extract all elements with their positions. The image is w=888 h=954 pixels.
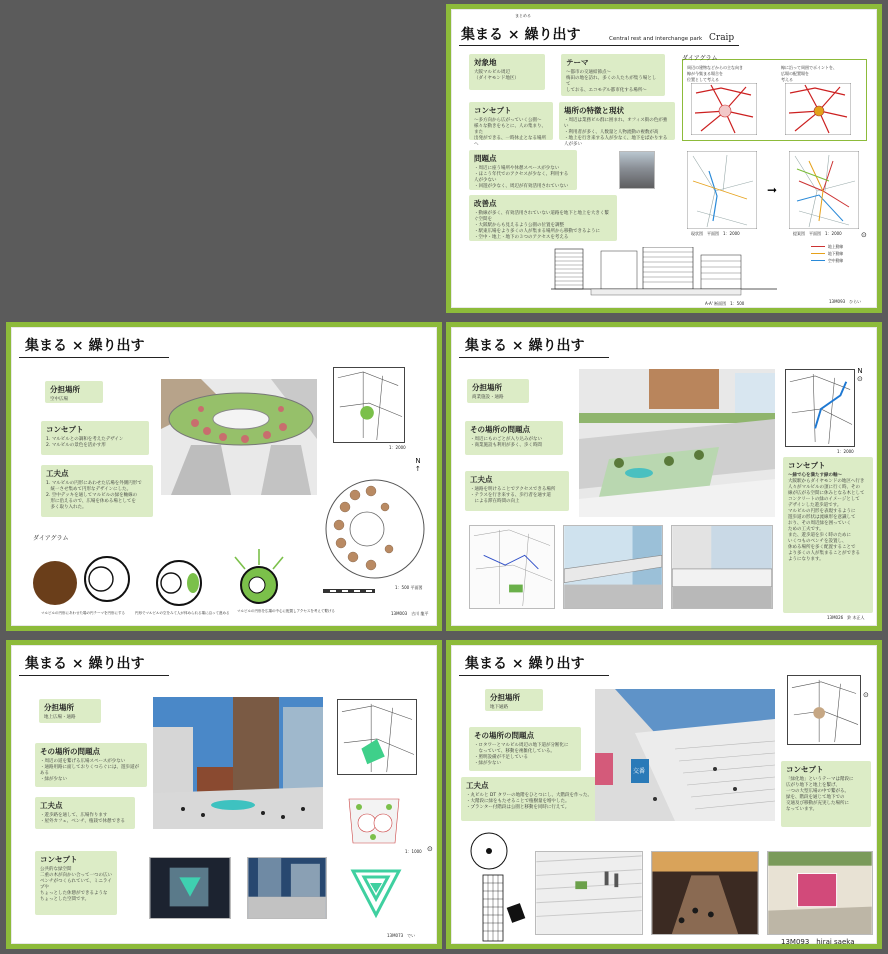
theme-line: 梅田の地を訪れ、多くの人たちが集う場として bbox=[566, 76, 657, 87]
ideas-box bbox=[41, 465, 153, 517]
place-box bbox=[467, 379, 529, 403]
student-id: 13M073 でい bbox=[387, 933, 416, 938]
diagram-note-left bbox=[687, 65, 743, 83]
concept-line: ようになります。 bbox=[788, 557, 824, 562]
craip-label: Craip bbox=[709, 33, 735, 43]
plan-current-map bbox=[687, 151, 757, 229]
diagram-note-line: 考える bbox=[781, 77, 793, 82]
sheet-title: 集まる × 繰り出す bbox=[465, 338, 585, 354]
improve-line: ・駅東広場をより多くの人が集まる場所から移動できるように bbox=[474, 229, 600, 234]
problems-line: ・通路用路に面しておりくつろぐには、遊歩道がある bbox=[40, 765, 139, 776]
diagram-note-line: 広場の配置場を bbox=[781, 71, 809, 76]
ideas-box bbox=[465, 471, 569, 511]
problems-heading: その場所の問題点 bbox=[474, 731, 534, 740]
student-id: 13M093 ひらい bbox=[829, 299, 862, 304]
ideas-line: ・丸ビルと DT タワーの地階をひとつにし、大階段を作った。 bbox=[466, 793, 592, 798]
concept-line: 緑を、階段を通じて地下での bbox=[786, 795, 845, 800]
map-scale: 1：2000 bbox=[837, 449, 854, 454]
concept-line: 公共的な緑空間 bbox=[40, 867, 72, 872]
plan-current-caption: 現状図 平面図 1：2000 bbox=[691, 231, 740, 236]
deck-render bbox=[579, 369, 775, 517]
panel-sheet-sky-plaza bbox=[6, 322, 442, 631]
ideas-heading: 工夫点 bbox=[40, 801, 63, 810]
panel-sheet-overview bbox=[446, 4, 882, 313]
place-heading: 分担場所 bbox=[472, 383, 502, 392]
theme-heading: テーマ bbox=[566, 58, 589, 67]
concept-line: 大阪駅からダイヤモンドの地区へ行き bbox=[788, 479, 865, 484]
place-line: 地下通路 bbox=[490, 705, 508, 710]
sheet-title: 集まる × 繰り出す bbox=[465, 656, 585, 672]
legend bbox=[811, 243, 871, 264]
legend-item: 地下動線 bbox=[828, 250, 844, 256]
features-line: ・地上を行き来する人が少なく、地下をばかりする人が多い bbox=[564, 136, 668, 147]
map-scale: 1：2000 bbox=[389, 445, 406, 450]
ideas-line: ・通路を明けることでアクセスできる場所 bbox=[470, 487, 556, 492]
improve-line: ・空中・地上・地下の３つのアクセスを考える bbox=[474, 235, 569, 240]
place-box bbox=[45, 381, 103, 403]
problems-line: ・商業施設も利用が多く、歩く時間 bbox=[470, 443, 542, 448]
concept-line: デザインした遊歩道です。 bbox=[788, 503, 842, 508]
concept-line: 一つの大型広場の中で繋がる。 bbox=[786, 789, 849, 794]
diagram-note-line: 位置として考える bbox=[687, 77, 719, 82]
stair-render bbox=[595, 689, 775, 821]
problems-line: ・緑が少ない bbox=[474, 761, 501, 766]
ideas-line: 形に沿えるので、広場を休める場としてを bbox=[46, 499, 136, 504]
ideas-line: ・テラスを行き来する、歩行者を通す道 bbox=[470, 493, 551, 498]
concept-line: いくつものベンチを設置し、 bbox=[788, 539, 847, 544]
concept-box bbox=[41, 421, 149, 455]
concept-line: 1. マルビルとの調和を考えたデザイン bbox=[46, 437, 124, 442]
panel-sheet-ground-plaza bbox=[6, 640, 442, 949]
place-line: 商業施設・通路 bbox=[472, 395, 504, 400]
plan-scale: 1：500 平面図 bbox=[395, 585, 423, 590]
concept-line: 様々な動きをもとに、人の集まり、また bbox=[474, 124, 546, 135]
plan-proposal-map bbox=[789, 151, 859, 229]
location-map bbox=[337, 699, 417, 775]
concept-line: なっています。 bbox=[786, 807, 818, 812]
problems-line: なっていて、移動を複雑化している。 bbox=[474, 749, 555, 754]
features-heading: 場所の特徴と現状 bbox=[564, 106, 624, 115]
concept-line: 広がり地下と地上を繋げ、 bbox=[786, 783, 840, 788]
problems-line: ・ロタワーとマルビル周辺の地下道が分断化に bbox=[474, 743, 569, 748]
problems-heading: その場所の問題点 bbox=[470, 425, 530, 434]
sheet-title: 集まる × 繰り出す bbox=[25, 656, 145, 672]
ideas-line: ・プランター付階段は公園と移動を同時に行えて。 bbox=[466, 805, 570, 810]
diagram-circles bbox=[31, 545, 301, 609]
sheet-title: 集まる × 繰り出す bbox=[461, 27, 581, 43]
location-map bbox=[785, 369, 855, 447]
legend-item: 空中動線 bbox=[828, 257, 844, 263]
bridge-render-1 bbox=[563, 525, 663, 609]
concept-line: 出発ができる、一時休止となる場所へ bbox=[474, 136, 546, 147]
problems-box bbox=[469, 150, 577, 190]
concept-heading: コンセプト bbox=[40, 855, 78, 864]
concept-line: より多くの人が集まることができる bbox=[788, 551, 860, 556]
ideas-heading: 工夫点 bbox=[470, 475, 493, 484]
ideas-line: 多く取り入れた。 bbox=[46, 505, 87, 510]
subtitle: Central rest and interchange park bbox=[609, 36, 703, 42]
concept-line: 人々がマルビルの頂に行く時、その bbox=[788, 485, 860, 490]
diagram-caption-3: マルビルの円形を広場の中心に配置しアクセスを考えて繋げる bbox=[237, 609, 335, 613]
ideas-heading: 工夫点 bbox=[46, 469, 69, 478]
problems-line: ・照明設備が不足している bbox=[474, 755, 528, 760]
place-heading: 分担場所 bbox=[44, 703, 74, 712]
legend-item: 地上動線 bbox=[828, 243, 844, 249]
place-line: 空中広場 bbox=[50, 397, 68, 402]
features-box bbox=[559, 102, 675, 147]
place-heading: 分担場所 bbox=[490, 693, 520, 702]
place-box bbox=[39, 699, 101, 723]
concept-box bbox=[781, 761, 871, 827]
concept-line: ベンチがつくられていて、ミニライプや bbox=[40, 879, 112, 890]
place-heading: 分担場所 bbox=[50, 385, 80, 394]
underground-photo-2 bbox=[767, 851, 873, 935]
ideas-line: ・屋外カフェ、ベンチ、植栽で休憩できる bbox=[40, 819, 125, 824]
concept-line: ～多方向から広がっていく公園～ bbox=[474, 118, 542, 123]
plaza-plan bbox=[323, 477, 427, 581]
concept-line: 遊歩道の形状は流線形を意識して bbox=[788, 515, 856, 520]
target-line-1: 大阪マルビル周辺 bbox=[474, 70, 510, 75]
concept-heading: コンセプト bbox=[786, 765, 824, 774]
concept-box bbox=[469, 102, 553, 147]
problems-line: ・周辺に座う場所や休憩スペースが少ない bbox=[474, 166, 560, 171]
plan-scale: 1：1000 bbox=[405, 849, 422, 854]
concept-line: ための工夫です。 bbox=[788, 527, 824, 532]
concept-line: 2. マルビルの景色を活かす形 bbox=[46, 443, 106, 448]
diagram-caption-1: マルビルの円形にあわせた場の円テーマを円形にする bbox=[41, 611, 125, 615]
place-box bbox=[485, 689, 543, 711]
police-box-sign: 交番 bbox=[633, 768, 646, 775]
student-id: 13M093 hirai saeka bbox=[781, 938, 855, 946]
bridge-render-2 bbox=[671, 525, 773, 609]
concept-line: おり、その周辺緑を囲っていく bbox=[788, 521, 851, 526]
diagram-map-left bbox=[691, 83, 757, 135]
target-heading: 対象地 bbox=[474, 58, 497, 67]
ideas-box bbox=[461, 777, 601, 821]
concept-subtitle: ～緑で心を満たす緑の軸～ bbox=[788, 473, 842, 478]
concept-heading: コンセプト bbox=[46, 425, 84, 434]
concept-line: コンクリートの緑のイメージとして bbox=[788, 497, 860, 502]
scale-bar bbox=[323, 589, 375, 593]
improve-line: ・大阪駅からも見えるよう公園の位置を調整 bbox=[474, 223, 564, 228]
diagram-label: ダイアグラム bbox=[682, 55, 718, 62]
title-ruby: まとめる bbox=[515, 13, 531, 18]
diagram-caption-2: 円形でマルビルの空をみて人が休められる場に沿って進める bbox=[135, 611, 230, 615]
improve-line: ・動線が多く、有効活用されていない道路を地下と地上を大きく繋ぐ空間を bbox=[474, 211, 609, 222]
problems-line: ・ほこう年代でのアクセスが少なく、利用する人が少ない bbox=[474, 172, 569, 183]
ideas-line: 統一させ集めて円形なデザインにした。 bbox=[46, 487, 132, 492]
concept-line: ちょっとした休憩ができるような bbox=[40, 891, 108, 896]
problems-line: ・回遊が少なく、周辺が有効活用されていない bbox=[474, 184, 569, 189]
ideas-line: 2. 空中デッキを通してマルビルの緑を軸線の bbox=[46, 493, 138, 498]
concept-line: 「緑化地」というテーマは階段に bbox=[786, 777, 854, 782]
diagram-label: ダイアグラム bbox=[33, 535, 69, 542]
concept-line: 交通及び移動が充実した場所に bbox=[786, 801, 849, 806]
concept-line: マルビルの円形を表現するように bbox=[788, 509, 856, 514]
problems-heading: 問題点 bbox=[474, 154, 497, 163]
concept-heading: コンセプト bbox=[788, 461, 826, 470]
north-arrow-icon: N ↑ bbox=[415, 457, 421, 473]
ideas-line: 1. マルビルの円形にあわせた広場を外側円形で bbox=[46, 481, 142, 486]
problems-line: ・周辺にものごとが入り込みがない bbox=[470, 437, 542, 442]
improve-box bbox=[469, 195, 617, 241]
concept-line: ちょっとした空間です。 bbox=[40, 897, 90, 902]
panel-sheet-deck bbox=[446, 322, 882, 631]
concept-line: 二重の木が向かい合って一つの広い bbox=[40, 873, 112, 878]
problems-box bbox=[465, 421, 563, 455]
problems-line: ・緑が少ない bbox=[40, 777, 67, 782]
sky-plaza-render bbox=[161, 379, 317, 495]
problems-box bbox=[35, 743, 147, 787]
place-line: 地上広場・通路 bbox=[44, 715, 76, 720]
diagram-note-line: 線が今集まる場合を bbox=[687, 71, 723, 76]
ground-plaza-render bbox=[153, 697, 323, 829]
features-line: ・利用者が多く、人数量と人物流動の複数が高 bbox=[564, 130, 659, 135]
section-caption: A-A' 断面図 1：500 bbox=[705, 301, 745, 306]
diagram-note-line: 線に沿って周囲でポイントを、 bbox=[781, 65, 837, 70]
improve-heading: 改善点 bbox=[474, 199, 497, 208]
plan-section-drawing bbox=[469, 831, 529, 947]
theme-box bbox=[561, 54, 665, 96]
north-arrow-icon: ⊙ bbox=[861, 231, 867, 239]
courtyard-render bbox=[247, 857, 327, 919]
panel-sheet-underground bbox=[446, 640, 882, 949]
diagram-map-right bbox=[785, 83, 851, 135]
sheet-title: 集まる × 繰り出す bbox=[25, 338, 145, 354]
location-map bbox=[333, 367, 405, 443]
diagram-note-right bbox=[781, 65, 837, 83]
ideas-heading: 工夫点 bbox=[466, 781, 489, 790]
theme-line: しておる、エコモデル都市化する場所～ bbox=[566, 88, 647, 93]
ideas-box bbox=[35, 797, 135, 829]
problems-line: ・周辺の道を繋げる広場スペースが少ない bbox=[40, 759, 126, 764]
concept-box bbox=[35, 851, 117, 915]
planter-stair-render bbox=[535, 851, 643, 935]
route-map-image bbox=[469, 525, 555, 609]
north-arrow-icon: ⊙ bbox=[863, 691, 869, 699]
north-arrow-icon: N ⊙ bbox=[857, 367, 863, 383]
problems-box bbox=[469, 727, 581, 771]
target-box bbox=[469, 54, 545, 90]
ideas-line: による滞在時間の向上 bbox=[470, 499, 520, 504]
ideas-line: ・遊歩路を通して、広場作ります bbox=[40, 813, 108, 818]
underground-photo-1 bbox=[651, 851, 759, 935]
diagram-note-line: 周辺の建物などからの主な向き bbox=[687, 65, 743, 70]
location-map bbox=[787, 675, 861, 745]
plan-proposal-caption: 提案図 平面図 1：2000 bbox=[793, 231, 842, 236]
arrow-icon: ➞ bbox=[767, 183, 778, 197]
theme-line: ～都市の交通結節点～ bbox=[566, 70, 611, 75]
target-line-2: （ダイヤモンド地区） bbox=[474, 76, 519, 81]
concept-line: 休める場所を多く配置することで bbox=[788, 545, 856, 550]
student-id: 13M026 鈴 木正人 bbox=[827, 615, 865, 620]
student-id: 13M003 吉川 龍平 bbox=[391, 611, 429, 616]
trellis-render bbox=[149, 857, 231, 919]
ideas-line: ・大階段に緑をもたせることで植樹量を増やした。 bbox=[466, 799, 570, 804]
triangle-logo bbox=[349, 867, 403, 919]
features-line: ・周辺は業務ビル群に囲まれ、オフィス街の色が強い bbox=[564, 118, 668, 129]
concept-box bbox=[783, 457, 873, 613]
problems-heading: その場所の問題点 bbox=[40, 747, 100, 756]
section-drawing bbox=[551, 247, 779, 299]
concept-heading: コンセプト bbox=[474, 106, 512, 115]
street-photo bbox=[619, 151, 655, 189]
concept-line: 線が広がる空間に休みとなる木として bbox=[788, 491, 865, 496]
detail-plan bbox=[345, 793, 403, 853]
concept-line: また、遊歩道を歩く時のために bbox=[788, 533, 851, 538]
north-arrow-icon: ⊙ bbox=[427, 845, 433, 853]
